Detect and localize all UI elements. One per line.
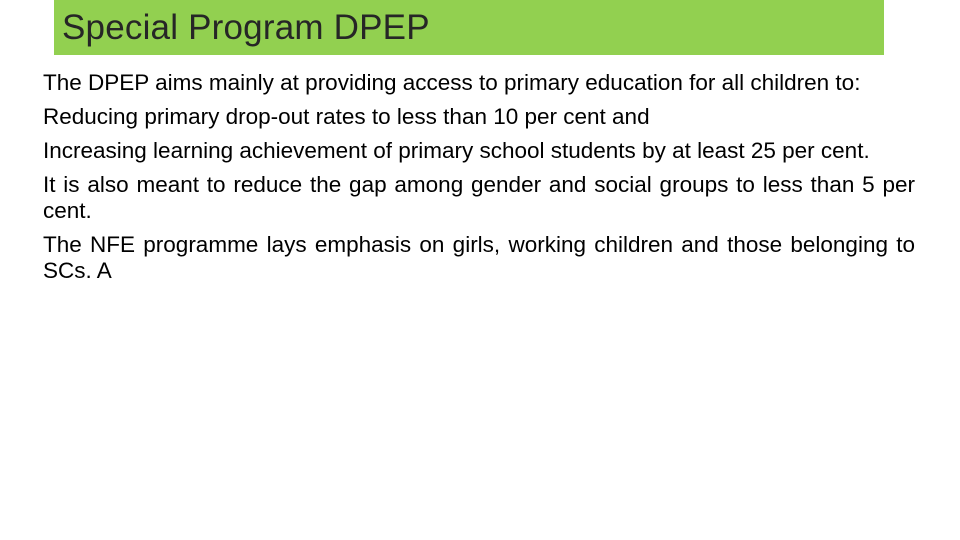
paragraph-access: The DPEP aims mainly at providing access to primary education for all children to:	[43, 70, 861, 95]
title-bar	[54, 0, 884, 55]
slide-title: Special Program DPEP	[62, 8, 430, 47]
paragraph-dropout: Reducing primary drop-out rates to less than 10 per cent and	[43, 104, 650, 129]
paragraph-nfe: The NFE programme lays emphasis on girls, working children and those belonging to SCs. A	[43, 232, 915, 283]
paragraph-gap: It is also meant to reduce the gap among gender and social groups to less than 5 per cent.	[43, 172, 915, 223]
paragraph-learning: Increasing learning achievement of primary school students by at least 25 per cent.	[43, 138, 870, 163]
slide-body	[43, 70, 915, 292]
